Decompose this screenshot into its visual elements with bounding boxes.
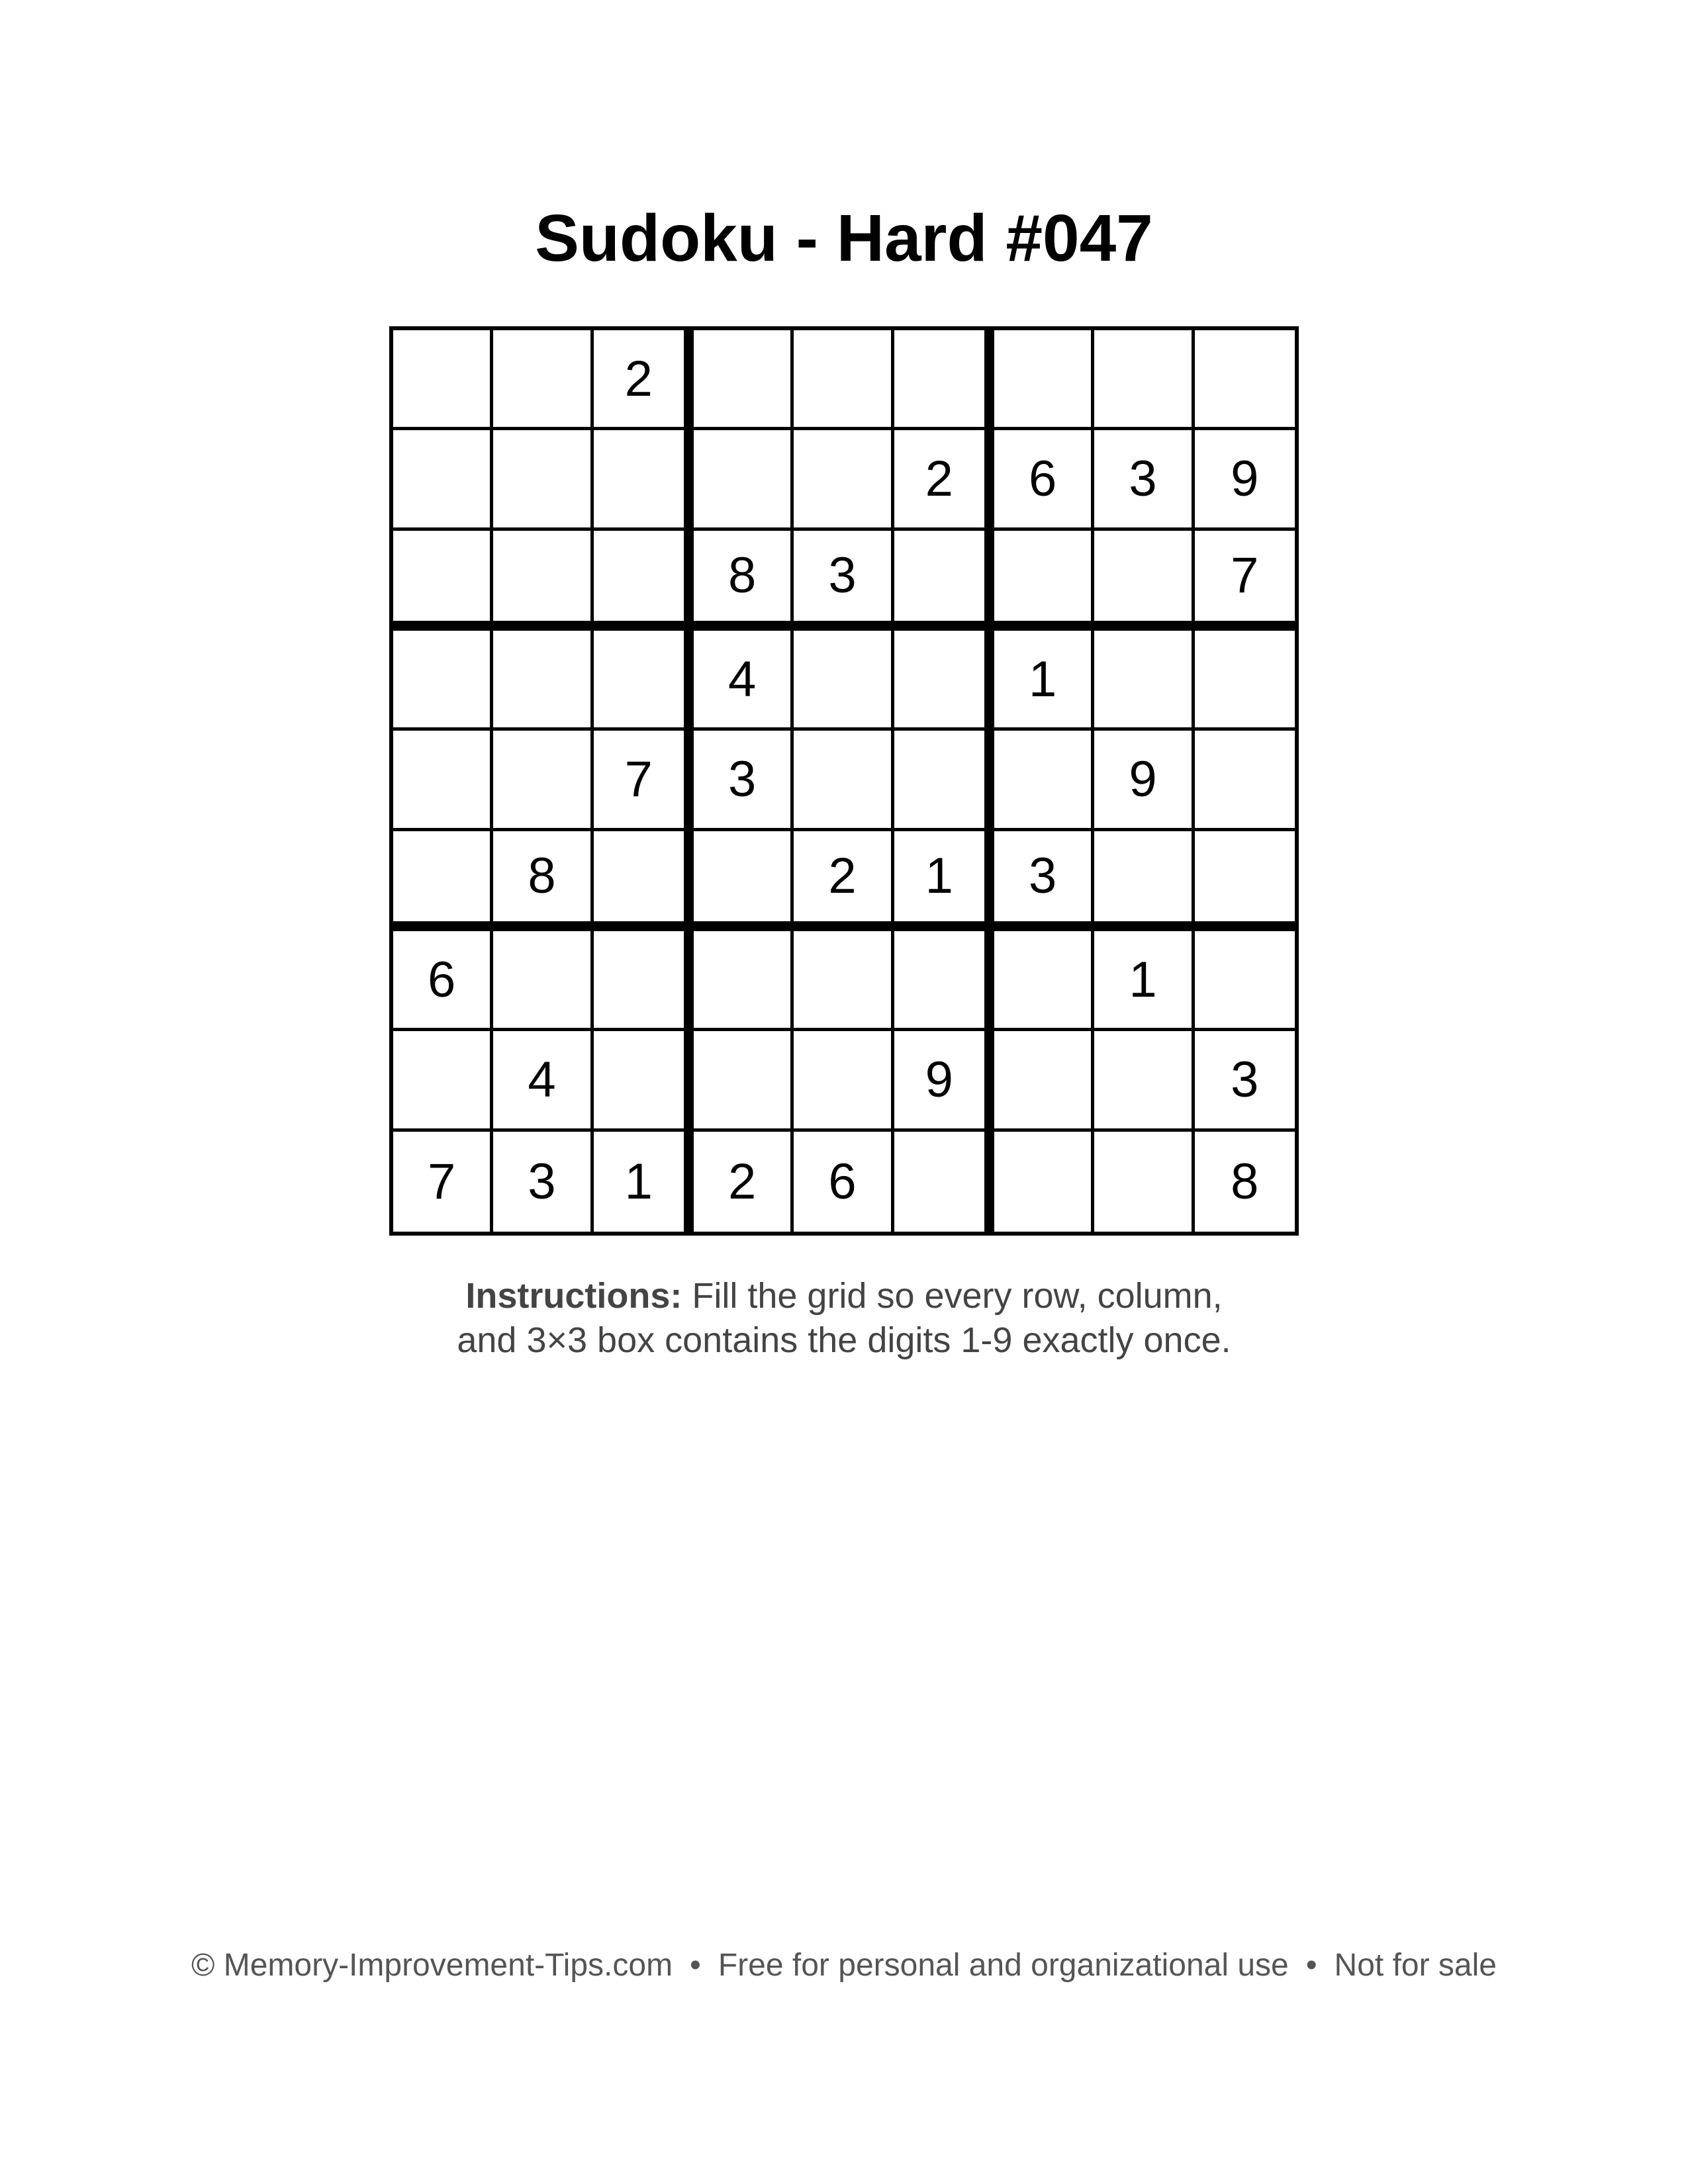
sudoku-cell-r8-c6[interactable]: 9 <box>894 1031 994 1131</box>
sudoku-cell-r4-c7[interactable]: 1 <box>994 631 1094 731</box>
footer-copyright: © Memory-Improvement-Tips.com <box>191 1948 673 1983</box>
sudoku-cell-r8-c3[interactable] <box>594 1031 694 1131</box>
sudoku-cell-r8-c5[interactable] <box>794 1031 894 1131</box>
instructions-text-1: Fill the grid so every row, column, <box>692 1276 1223 1316</box>
sudoku-cell-r5-c5[interactable] <box>794 731 894 831</box>
sudoku-cell-r6-c3[interactable] <box>594 831 694 931</box>
sudoku-cell-r6-c4[interactable] <box>694 831 794 931</box>
sudoku-cell-r6-c1[interactable] <box>393 831 493 931</box>
sudoku-cell-r6-c2[interactable]: 8 <box>493 831 593 931</box>
sudoku-cell-r2-c8[interactable]: 3 <box>1094 430 1194 530</box>
instructions <box>0 1274 1688 1363</box>
sudoku-cell-r5-c6[interactable] <box>894 731 994 831</box>
sudoku-cell-r4-c5[interactable] <box>794 631 894 731</box>
sudoku-cell-r7-c7[interactable] <box>994 931 1094 1031</box>
sudoku-cell-r6-c7[interactable]: 3 <box>994 831 1094 931</box>
footer <box>0 1946 1688 1985</box>
footer-separator: • <box>1305 1948 1317 1983</box>
sudoku-cell-r9-c9[interactable]: 8 <box>1231 1153 1259 1210</box>
sudoku-cell-r1-c7[interactable] <box>994 330 1094 430</box>
sudoku-cell-r7-c5[interactable] <box>794 931 894 1031</box>
sudoku-cell-r3-c6[interactable] <box>894 531 994 631</box>
sudoku-cell-r2-c3[interactable] <box>594 430 694 530</box>
sudoku-cell-r2-c9[interactable]: 9 <box>1195 430 1295 530</box>
sudoku-cell-r2-c1[interactable] <box>393 430 493 530</box>
sudoku-cell-r1-c3[interactable]: 2 <box>594 330 694 430</box>
sudoku-cell-r4-c8[interactable] <box>1094 631 1194 731</box>
sudoku-cell-r1-c2[interactable] <box>493 330 593 430</box>
sudoku-cell-r7-c6[interactable] <box>894 931 994 1031</box>
instructions-text-2: and 3×3 box contains the digits 1-9 exactly once. <box>457 1320 1231 1360</box>
sudoku-cell-r4-c9[interactable] <box>1195 631 1295 731</box>
sudoku-cell-r2-c2[interactable] <box>493 430 593 530</box>
puzzle-title: Sudoku - Hard #047 <box>535 201 1153 275</box>
sudoku-cell-r8-c9[interactable]: 3 <box>1195 1031 1295 1131</box>
sudoku-cell-r8-c8[interactable] <box>1094 1031 1194 1131</box>
sudoku-cell-r8-c7[interactable] <box>994 1031 1094 1131</box>
sudoku-cell-r7-c8[interactable]: 1 <box>1094 931 1194 1031</box>
sudoku-cell-r7-c2[interactable] <box>493 931 593 1031</box>
sudoku-cell-r2-c4[interactable] <box>694 430 794 530</box>
footer-usage: Free for personal and organizational use <box>718 1948 1289 1983</box>
sudoku-cell-r1-c1[interactable] <box>393 330 493 430</box>
sudoku-cell-r1-c8[interactable] <box>1094 330 1194 430</box>
sudoku-cell-r1-c9[interactable] <box>1195 330 1295 430</box>
sudoku-cell-r9-c5[interactable]: 6 <box>794 1132 894 1232</box>
sudoku-cell-r1-c5[interactable] <box>794 330 894 430</box>
instructions-line-1 <box>0 1274 1688 1318</box>
sudoku-cell-r9-c1[interactable]: 7 <box>393 1132 493 1232</box>
sudoku-cell-r5-c4[interactable]: 3 <box>694 731 794 831</box>
sudoku-cell-r1-c6[interactable] <box>894 330 994 430</box>
sudoku-cell-r3-c8[interactable] <box>1094 531 1194 631</box>
sudoku-cell-r6-c6[interactable]: 1 <box>894 831 994 931</box>
sudoku-cell-r3-c9[interactable]: 7 <box>1195 531 1295 631</box>
sudoku-cell-r8-c2[interactable]: 4 <box>493 1031 593 1131</box>
sudoku-cell-r4-c4[interactable]: 4 <box>694 631 794 731</box>
sudoku-cell-r5-c9[interactable] <box>1195 731 1295 831</box>
sudoku-grid <box>389 326 1299 1236</box>
sudoku-cell-r7-c3[interactable] <box>594 931 694 1031</box>
sudoku-cell-r9-c7[interactable] <box>994 1132 1094 1232</box>
sudoku-cell-r6-c5[interactable]: 2 <box>794 831 894 931</box>
sudoku-cell-r5-c3[interactable]: 7 <box>594 731 694 831</box>
sudoku-cell-r3-c7[interactable] <box>994 531 1094 631</box>
sudoku-cell-r7-c9[interactable] <box>1195 931 1295 1031</box>
sudoku-cell-r7-c1[interactable]: 6 <box>393 931 493 1031</box>
sudoku-cell-r6-c8[interactable] <box>1094 831 1194 931</box>
sudoku-cell-r1-c4[interactable] <box>694 330 794 430</box>
sudoku-cell-r3-c2[interactable] <box>493 531 593 631</box>
sudoku-cell-r3-c3[interactable] <box>594 531 694 631</box>
sudoku-cell-r4-c1[interactable] <box>393 631 493 731</box>
sudoku-cell-r8-c1[interactable] <box>393 1031 493 1131</box>
sudoku-cell-r9-c2[interactable]: 3 <box>493 1132 593 1232</box>
instructions-label: Instructions: <box>465 1276 682 1316</box>
sudoku-cell-r5-c8[interactable]: 9 <box>1094 731 1194 831</box>
sudoku-cell-r9-c4[interactable]: 2 <box>694 1132 794 1232</box>
sudoku-cell-r9-c6[interactable] <box>894 1132 994 1232</box>
sudoku-cell-r4-c6[interactable] <box>894 631 994 731</box>
sudoku-cell-r5-c7[interactable] <box>994 731 1094 831</box>
sudoku-cell-r9-c8[interactable] <box>1094 1132 1194 1232</box>
sudoku-cell-r2-c5[interactable] <box>794 430 894 530</box>
footer-separator: • <box>690 1948 701 1983</box>
sudoku-cell-r4-c3[interactable] <box>594 631 694 731</box>
sudoku-cell-r3-c5[interactable]: 3 <box>794 531 894 631</box>
sudoku-cell-r7-c4[interactable] <box>694 931 794 1031</box>
sudoku-cell-r4-c2[interactable] <box>493 631 593 731</box>
sudoku-cell-r3-c1[interactable] <box>393 531 493 631</box>
sudoku-cell-r9-c3[interactable]: 1 <box>594 1132 694 1232</box>
sudoku-cell-r5-c1[interactable] <box>393 731 493 831</box>
sudoku-cell-r3-c4[interactable]: 8 <box>694 531 794 631</box>
footer-sale: Not for sale <box>1334 1948 1497 1983</box>
sudoku-cell-r5-c2[interactable] <box>493 731 593 831</box>
sudoku-cell-r8-c4[interactable] <box>694 1031 794 1131</box>
sudoku-cell-r6-c9[interactable] <box>1195 831 1295 931</box>
sudoku-cell-r2-c6[interactable]: 2 <box>894 430 994 530</box>
sudoku-cell-r2-c7[interactable]: 6 <box>994 430 1094 530</box>
